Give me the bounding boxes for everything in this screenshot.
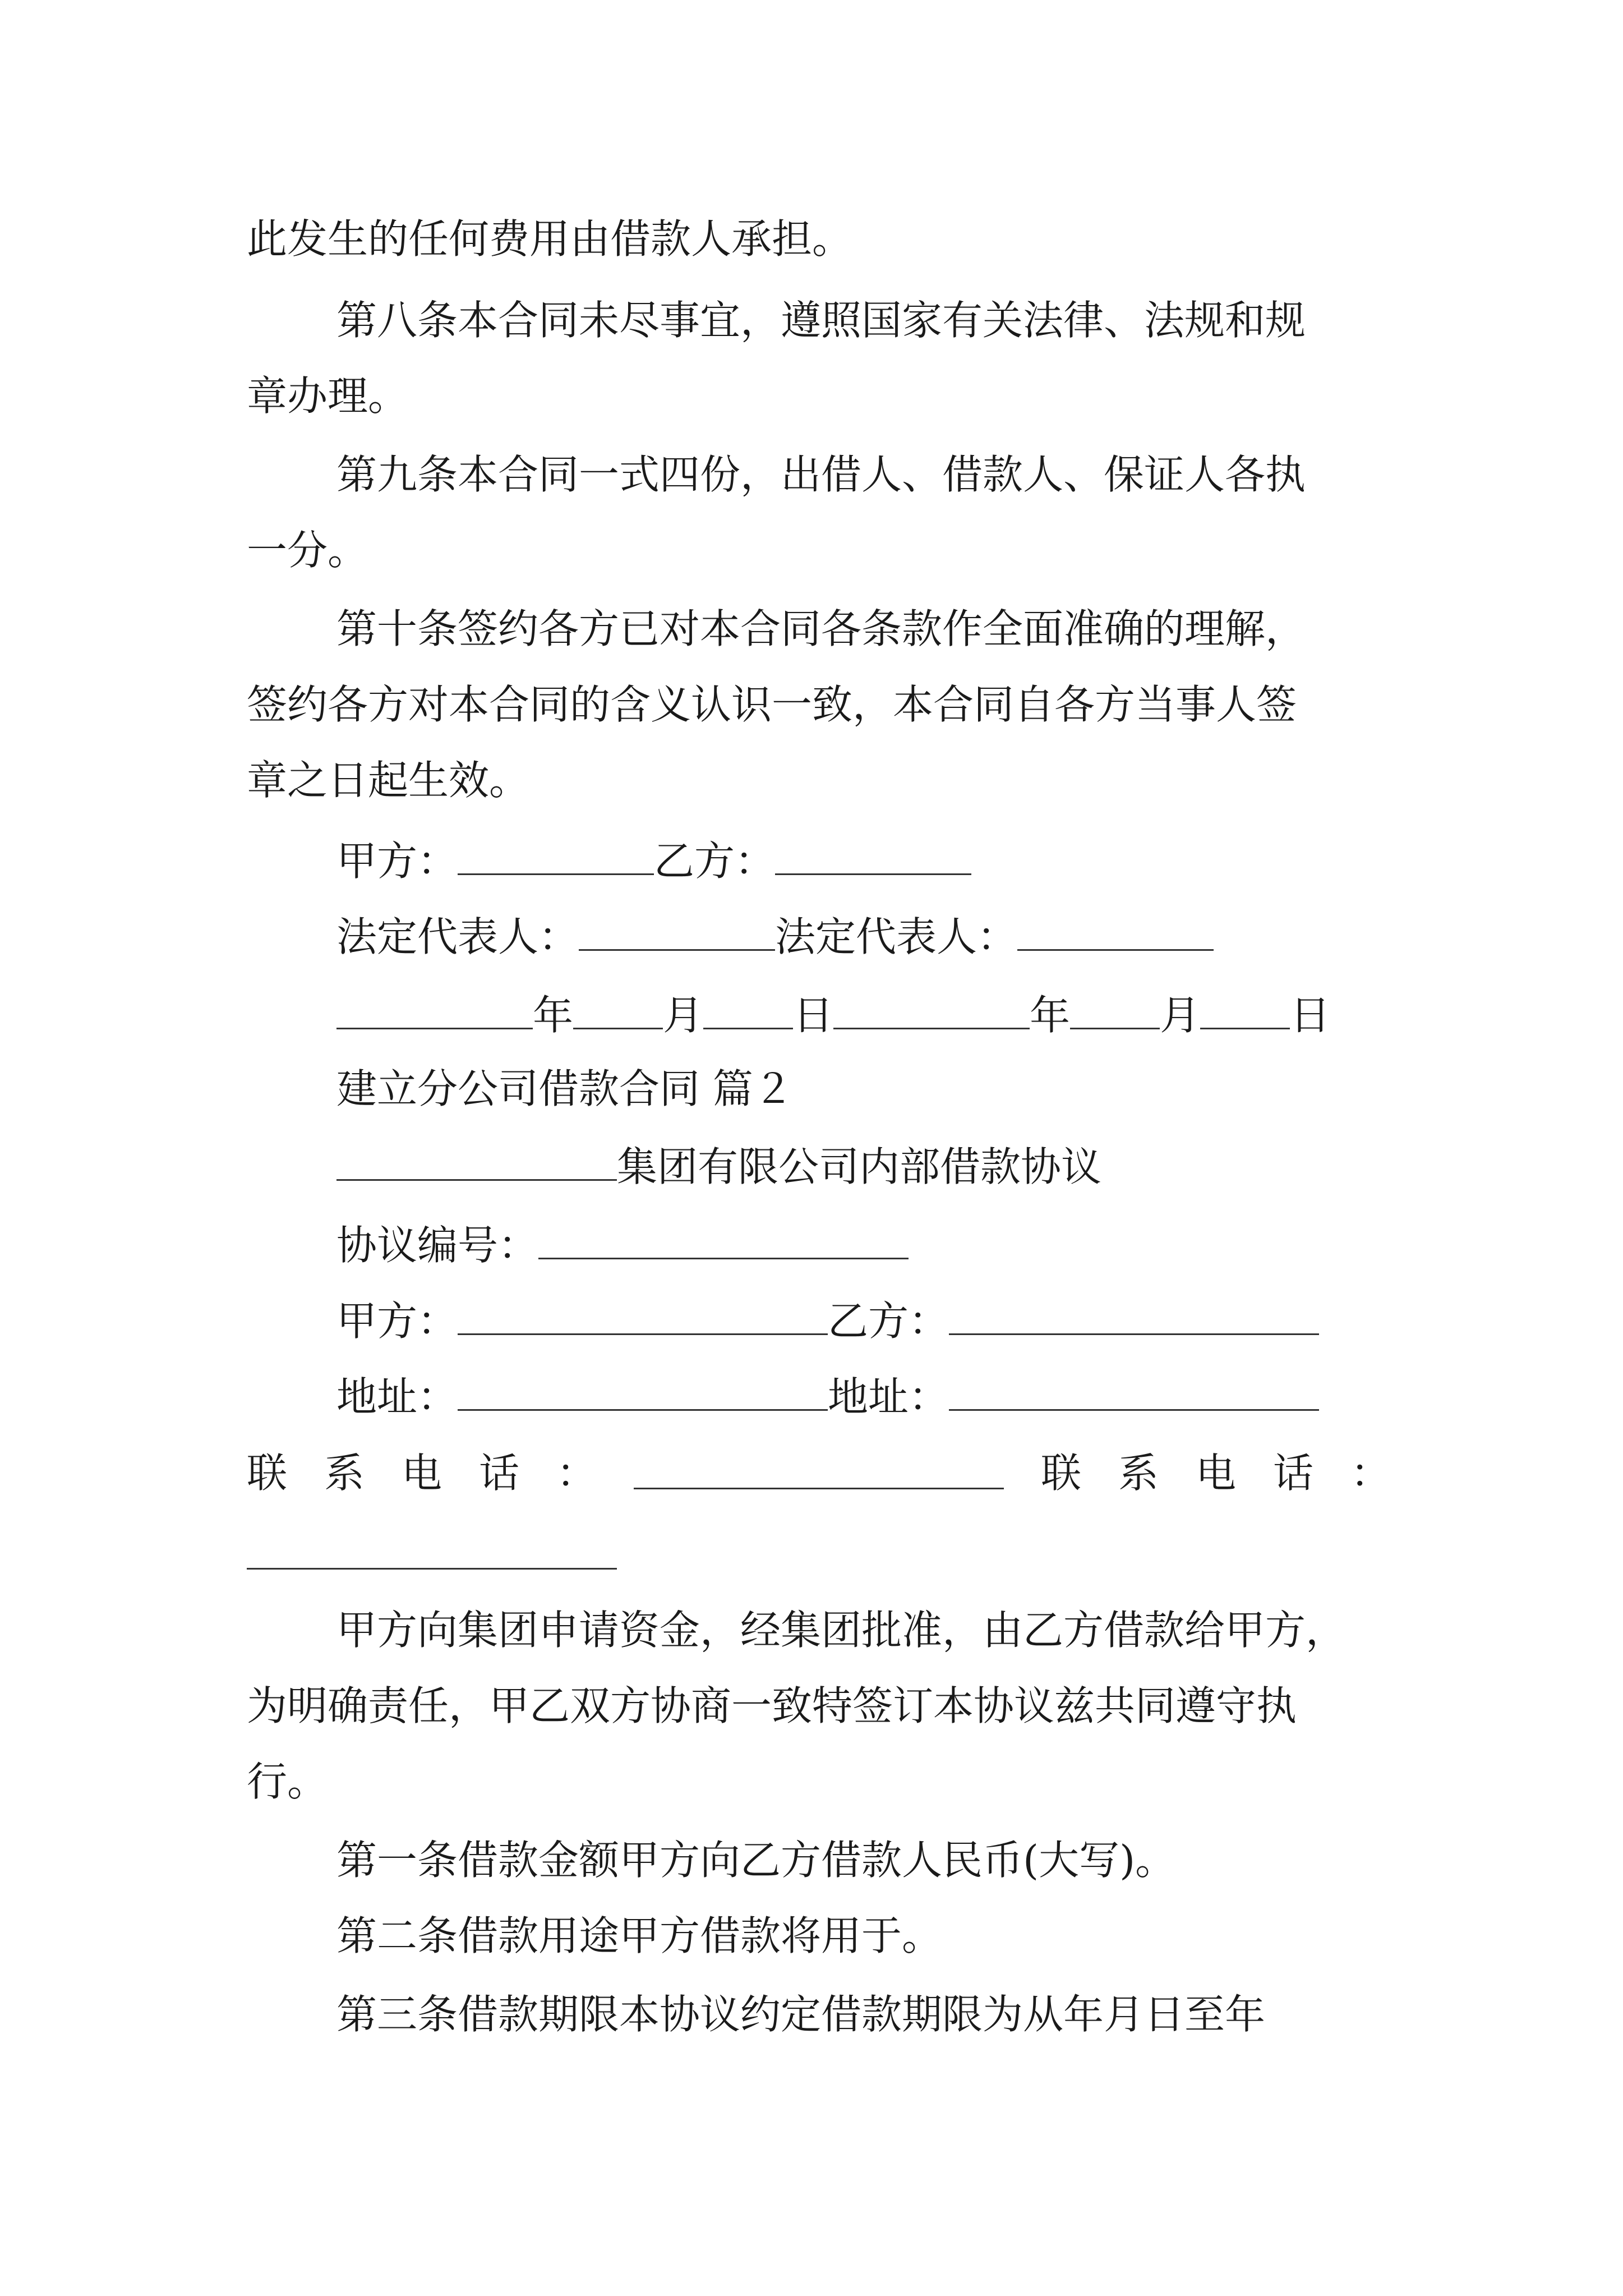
- text-line: 签约各方对本合同的含义认识一致，本合同自各方当事人签: [247, 681, 1297, 728]
- day-label: 日: [793, 992, 834, 1039]
- text-line: 此发生的任何费用由借款人承担。: [247, 215, 853, 263]
- phone-line: [247, 1450, 1391, 1497]
- year-a-blank[interactable]: [336, 993, 533, 1029]
- party-b-label: 乙方：: [828, 1297, 949, 1345]
- address-a-blank[interactable]: [458, 1374, 828, 1411]
- phone-b-blank[interactable]: [247, 1568, 617, 1570]
- day-a-blank[interactable]: [703, 993, 793, 1029]
- phone-char: 系: [324, 1450, 365, 1497]
- text-line: 第三条借款期限本协议约定借款期限为从年月日至年: [336, 1991, 1266, 2038]
- phone-char: 联: [247, 1450, 288, 1497]
- month-label: 月: [663, 992, 704, 1039]
- text-line: 第二条借款用途甲方借款将用于。: [336, 1912, 943, 1959]
- phone-a-blank[interactable]: [634, 1453, 1004, 1489]
- section-title: 建立分公司借款合同 篇２: [336, 1065, 794, 1112]
- rep-a-label: 法定代表人：: [336, 913, 579, 960]
- party-b-blank[interactable]: [949, 1299, 1319, 1335]
- party-a-label: 甲方：: [336, 1297, 458, 1345]
- phone-char: 联: [1040, 1450, 1081, 1497]
- party-b-blank[interactable]: [775, 839, 971, 875]
- phone-char: ：: [556, 1450, 597, 1497]
- month-label: 月: [1160, 992, 1201, 1039]
- month-a-blank[interactable]: [573, 993, 663, 1029]
- agreement-heading: [336, 1143, 1102, 1190]
- party-a-label: 甲方：: [336, 838, 458, 885]
- text-line: 行。: [247, 1758, 328, 1805]
- party-b-label: 乙方：: [654, 838, 776, 885]
- year-b-blank[interactable]: [833, 993, 1030, 1029]
- rep-a-blank[interactable]: [579, 914, 775, 951]
- phone-char: ：: [1350, 1450, 1391, 1497]
- month-b-blank[interactable]: [1070, 993, 1160, 1029]
- text-line: 第八条本合同未尽事宜，遵照国家有关法律、法规和规: [336, 297, 1306, 344]
- signature-parties: [336, 838, 971, 885]
- phone-char: 电: [1195, 1450, 1236, 1497]
- address-b-label: 地址：: [828, 1373, 949, 1420]
- text-line: 第一条借款金额甲方向乙方借款人民币(大写)。: [336, 1837, 1176, 1884]
- text-line: 第九条本合同一式四份，出借人、借款人、保证人各执: [336, 451, 1306, 498]
- agreement-parties: [336, 1297, 1319, 1345]
- year-label: 年: [533, 992, 574, 1039]
- agreement-addresses: [336, 1373, 1319, 1420]
- agreement-number: [336, 1222, 909, 1269]
- signature-reps: [336, 913, 1214, 960]
- party-a-blank[interactable]: [458, 1299, 828, 1335]
- address-a-label: 地址：: [336, 1373, 458, 1420]
- text-line: 甲方向集团申请资金，经集团批准，由乙方借款给甲方，: [336, 1607, 1347, 1654]
- year-label: 年: [1030, 992, 1071, 1039]
- phone-char: 话: [1272, 1450, 1313, 1497]
- agreement-no-label: 协议编号：: [336, 1222, 539, 1269]
- phone-char: 话: [479, 1450, 520, 1497]
- text-line: 第十条签约各方已对本合同各条款作全面准确的理解，: [336, 605, 1306, 652]
- phone-char: 电: [402, 1450, 442, 1497]
- company-name-blank[interactable]: [336, 1144, 617, 1181]
- text-line: 章之日起生效。: [247, 757, 530, 804]
- address-b-blank[interactable]: [949, 1374, 1319, 1411]
- signature-dates: [336, 992, 1331, 1039]
- party-a-blank[interactable]: [458, 839, 654, 875]
- text-line: 一分。: [247, 527, 368, 574]
- phone-char: 系: [1118, 1450, 1159, 1497]
- agreement-heading-text: 集团有限公司内部借款协议: [617, 1143, 1102, 1190]
- text-line: 章办理。: [247, 372, 409, 420]
- day-label: 日: [1290, 992, 1331, 1039]
- day-b-blank[interactable]: [1200, 993, 1290, 1029]
- text-line: 为明确责任，甲乙双方协商一致特签订本协议兹共同遵守执: [247, 1682, 1297, 1729]
- rep-b-label: 法定代表人：: [775, 913, 1018, 960]
- agreement-no-blank[interactable]: [538, 1223, 909, 1259]
- rep-b-blank[interactable]: [1017, 914, 1214, 951]
